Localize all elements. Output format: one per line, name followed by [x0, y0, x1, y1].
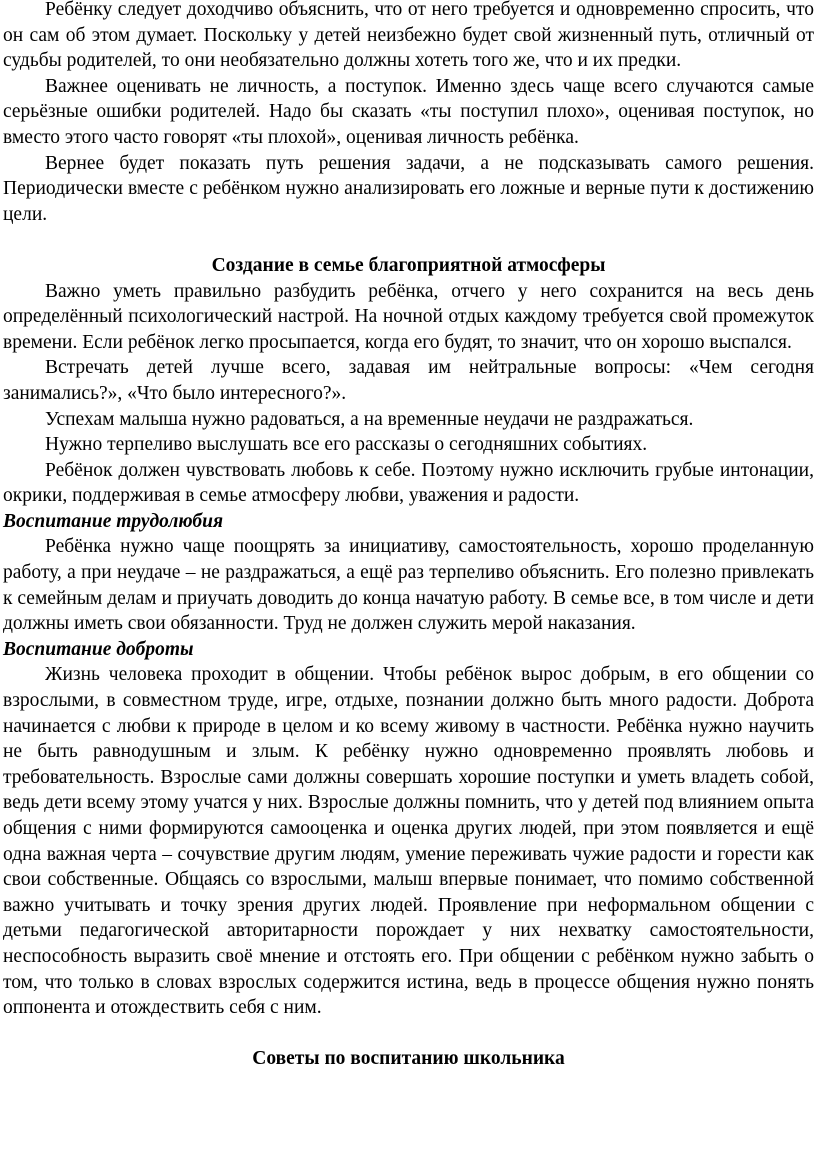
- heading-schoolchild: Советы по воспитанию школьника: [252, 1048, 565, 1070]
- intro-paragraph-2: Важнее оценивать не личность, а поступок. Именно здесь чаще всего случаются самые серьёзные ошибки родителей. Надо бы сказать «ты поступил плохо», оценивая поступок, но вместо этого часто говорят «ты плохой», оценивая личность ребёнка.: [3, 75, 814, 148]
- heading-kindness: Воспитание доброты: [3, 638, 194, 660]
- atmosphere-paragraph-4: Нужно терпеливо выслушать все его рассказы о сегодняшних событиях.: [45, 434, 648, 456]
- atmosphere-paragraph-2: Встречать детей лучше всего, задавая им нейтральные вопросы: «Чем сегодня занимались?», «Что было интересного?».: [3, 357, 814, 404]
- intro-paragraph-1: Ребёнку следует доходчиво объяснить, что от него требуется и одновременно спросить, что он сам об этом думает. Поскольку у детей неизбежно будет свой жизненный путь, отличный от судьбы родителей, то они необязательно должны хотеть того же, что и их предки.: [3, 0, 814, 72]
- atmosphere-paragraph-3: Успехам малыша нужно радоваться, а на временные неудачи не раздражаться.: [45, 408, 694, 430]
- blank-line: [3, 227, 814, 253]
- diligence-paragraph-1: Ребёнка нужно чаще поощрять за инициативу, самостоятельность, хорошо проделанную работу, а при неудаче – не раздражаться, а ещё раз терпеливо объяснить. Его полезно привлекать к семейным делам и приучать доводить до конца начатую работу. В семье все, в том числе и дети должны иметь свои обязанности. Труд не должен служить мерой наказания.: [3, 536, 814, 635]
- intro-paragraph-3: Вернее будет показать путь решения задачи, а не подсказывать самого решения. Периодически вместе с ребёнком нужно анализировать его ложные и верные пути к достижению цели.: [3, 152, 814, 225]
- heading-atmosphere: Создание в семье благоприятной атмосферы: [211, 254, 606, 276]
- blank-line: [3, 1021, 814, 1047]
- atmosphere-paragraph-5: Ребёнок должен чувствовать любовь к себе. Поэтому нужно исключить грубые интонации, окрики, поддерживая в семье атмосферу любви, уважения и радости.: [3, 459, 814, 507]
- heading-diligence: Воспитание трудолюбия: [3, 510, 224, 532]
- kindness-paragraph-1: Жизнь человека проходит в общении. Чтобы ребёнок вырос добрым, в его общении со взрослыми, в совместном труде, игре, отдыхе, познании должно быть много радости. Доброта начинается с любви к природе в целом и ко всему живому в частности. Ребёнка нужно научить не быть равнодушным и злым. К ребёнку нужно одновременно проявлять любовь и требовательность. Взрослые сами должны совершать хорошие поступки и уметь владеть собой, ведь дети всему этому учатся у них. Взрослые должны помнить, что у детей под влиянием опыта общения с ними формируются самооценка и оценка других людей, при этом появляется и ещё одна важная черта – сочувствие другим людям, умение переживать чужие радости и горести как свои собственные. Общаясь со взрослыми, малыш впервые понимает, что помимо собственной важно учитывать и точку зрения других людей. Проявление при неформальном общении с детьми педагогической авторитарности порождает у них нехватку самостоятельности, неспособность выразить своё мнение и отстоять его. При общении с ребёнком нужно забыть о том, что только в словах взрослых содержится истина, ведь в процессе общения нужно понять оппонента и отождествить себя с ним.: [3, 664, 814, 1019]
- document-body: [3, 0, 814, 1072]
- atmosphere-paragraph-1: Важно уметь правильно разбудить ребёнка, отчего у него сохранится на весь день определённый психологический настрой. На ночной отдых каждому требуется свой промежуток времени. Если ребёнок легко просыпается, когда его будят, то значит, что он хорошо выспался.: [3, 280, 814, 353]
